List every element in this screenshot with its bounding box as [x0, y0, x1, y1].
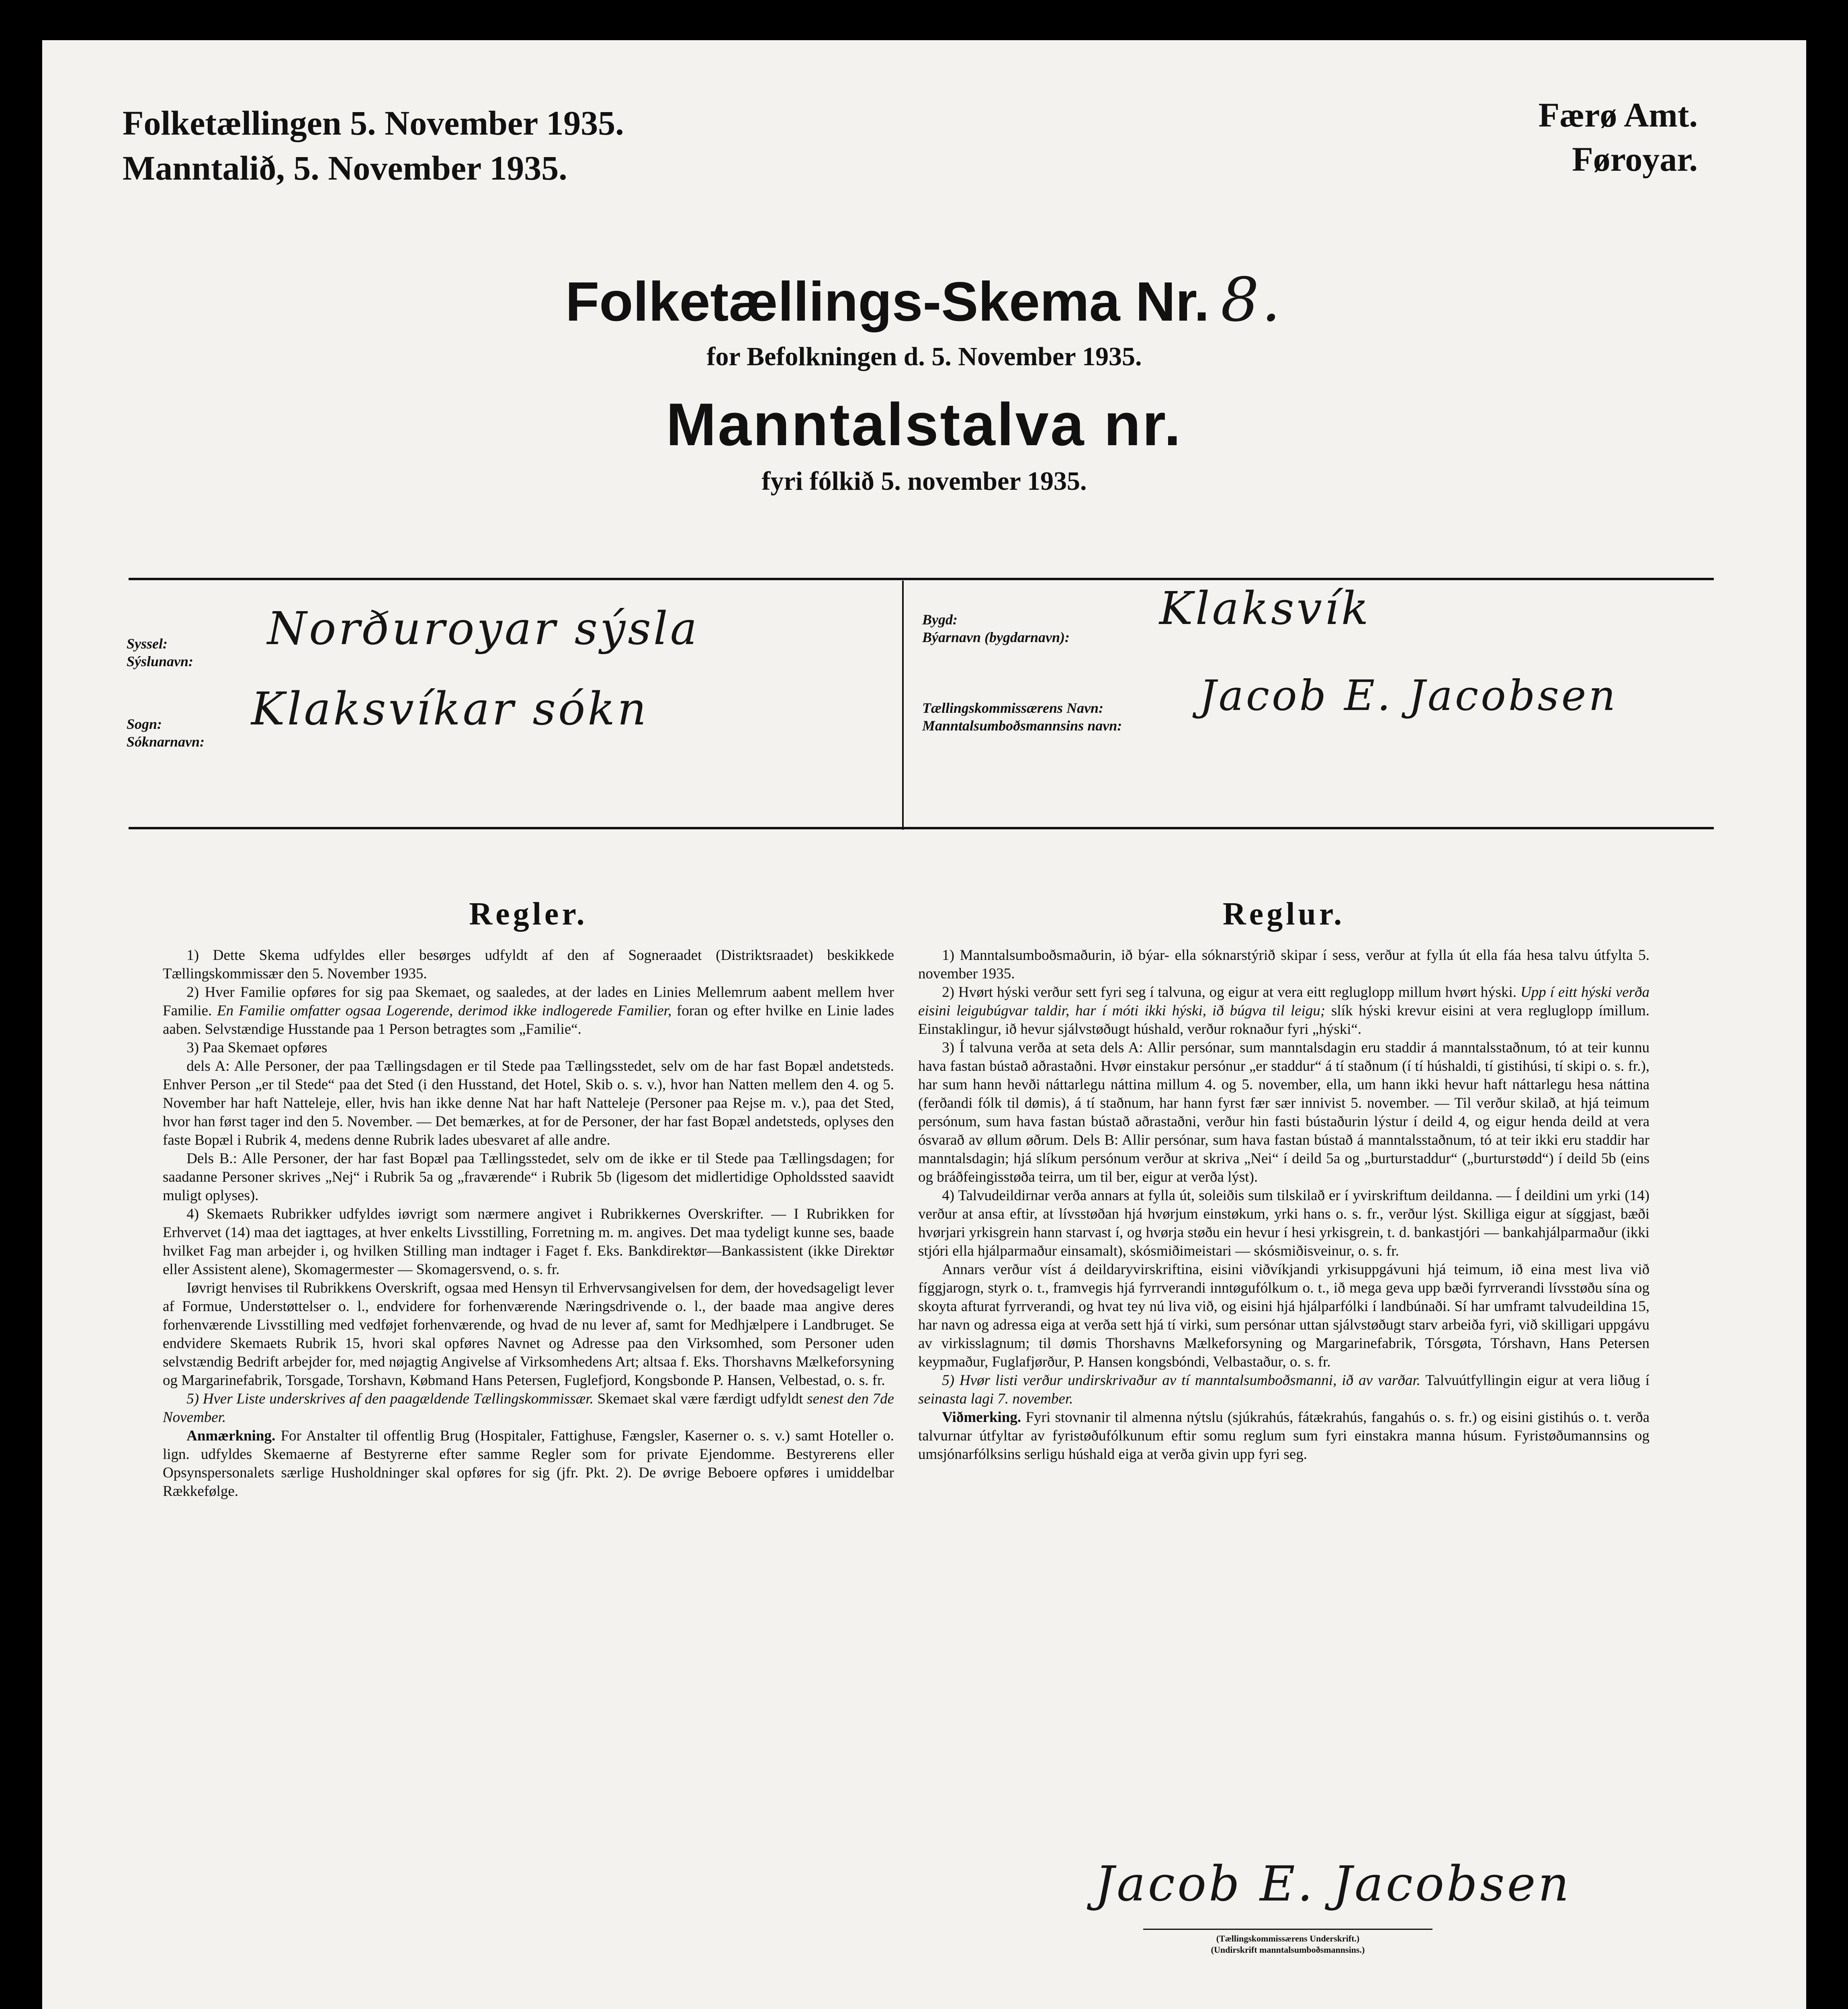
- rules-da-p5b: Skemaet skal være færdigt udfyldt: [597, 1391, 803, 1407]
- sogn-value: Klaksvíkar sókn: [251, 683, 649, 735]
- rules-da-note-text: For Anstalter til offentlig Brug (Hospitaler, Fattighuse, Fængsler, Kaserner o. s. v.) samt Hoteller o. lign. udfyldes Skemaerne af Bestyrerne efter samme Regler som for private Ejendomme. Bestyrerens eller Opsynspersonalets særlige Husholdninger skal opføres for sig (jfr. Pkt. 2). De øvrige Beboere opføres i umiddelbar Rækkefølge.: [163, 1428, 894, 1500]
- rules-fo-p2b: Upp í eitt hýski verða eisini leigubúgvar taldir, har í móti ikki hýski, ið búgva til leigu;: [918, 984, 1650, 1019]
- rules-da-p5: [163, 1390, 894, 1427]
- header-left-line1: Folketællingen 5. November 1935.: [123, 104, 624, 142]
- rules-da-p4b: Iøvrigt henvises til Rubrikkens Overskrift, ogsaa med Hensyn til Erhvervsangivelsen for dem, der hovedsageligt lever af Formue, Understøttelser o. l., endvidere for forhenværende Næringsdrivende o. l., der baade maa angive deres forhenværende Livsstilling med vedføjet forhenværende, og hvad de nu lever af, samt for Medhjælpere i Landbruget. Se endvidere Skemaets Rubrik 15, hvori skal opføres Navnet og Adresse paa den Virksomhed, som Personer uden selvstændig Bedrift arbejder for, med nøjagtig Angivelse af Virksomhedens Art; altsaa f. Eks. Thorshavns Mælkeforsyning og Margarinefabrik, Torsgade, Torshavn, Købmand Hans Petersen, Fuglefjord, Kongsbonde P. Hansen, Velbestad, o. s. fr.: [163, 1280, 894, 1389]
- form-subtitle: for Befolkningen d. 5. November 1935.: [706, 342, 1142, 371]
- kommissaer-label-fo: Manntalsumboðsmannsins navn:: [922, 718, 1122, 734]
- form-number-handwritten: 8.: [1220, 265, 1283, 335]
- rules-da-p3head: 3) Paa Skemaet opføres: [186, 1039, 327, 1056]
- header-right-line2: Føroyar.: [1572, 140, 1698, 178]
- rules-fo-note: [918, 1408, 1649, 1464]
- rules-fo-body: [918, 946, 1649, 1464]
- sogn-label-fo: Sóknarnavn:: [127, 734, 205, 750]
- form-title: [42, 265, 1806, 335]
- kommissaer-value: Jacob E. Jacobsen: [1199, 671, 1618, 720]
- divider-vertical: [902, 581, 904, 830]
- kommissaer-label: [922, 699, 1122, 734]
- rules-fo-note-text: Fyri stovnanir til almenna nýtslu (sjúkrahús, fátækrahús, fangahús o. s. fr.) og eisini gistihús o. t. verða talvurnar útfyltar av fyristøðufólkunum eftir somu reglum sum fyri einstakra manna húsum. Fyristøðumannsins og umsjónarfólksins serligu húshald eiga at verða givin upp fyri seg.: [918, 1409, 1650, 1463]
- rules-da-p5c: senest den 7de November.: [163, 1391, 894, 1426]
- sogn-label-da: Sogn:: [127, 716, 162, 732]
- rules-fo-p4a: 4) Talvudeildirnar verða annars at fylla út, soleiðis sum tilskilað er í yvirskriftum deildanna. — Í deildini um yrki (14) verður at ansa eftir, at lívsstøðan hjá hvørjum einstøkum, yrki hans o. s. fr., verður lýst. Skilliga eigur at síggjast, bæði hvørjari yrkisgrein hann starvast í, og hvørja støðu ein hevur í hesi yrkisgrein, t. d. bankastjóri — bankahjálparmaður (ikki stjóri ella hjálparmaður einsamalt), skósmiðimeistari — skósmiðisveinur, o. s. fr.: [918, 1187, 1649, 1259]
- syssel-label: [127, 635, 193, 670]
- syssel-label-fo: Sýslunavn:: [127, 653, 194, 669]
- rules-da-body: [163, 946, 894, 1501]
- divider-top: [129, 578, 1714, 580]
- rules-da-note: [163, 1427, 894, 1501]
- census-form-page: [42, 40, 1806, 2009]
- bygd-label-da: Bygd:: [922, 612, 958, 628]
- syssel-label-da: Syssel:: [127, 636, 168, 652]
- rules-fo-p3: 3) Í talvuna verða at seta dels A: Allir persónar, sum manntalsdagin eru staddir á manntalsstaðnum, tó at teir kunnu hava fastan bústað aðrastaðni. Hvør einstakur persónur „er staddur“ á tí staðnum (í tí húshaldi, tí gistihúsi, tí skipi o. s. fr.), har sum hann hevði náttarlegu náttina millum 4. og 5. november, ella, um hann ikki hevur haft náttarlegu hesa náttina (ferðandi fólk til dømis), á tí staðnum, har hann fyrst fær sær innivist 5. november. — Til verður skilað, at hjá teimum persónum, sum hava fastan bústað aðrastaðni, verður hin fasti bústaðurin lýstur í deild 4, og eigur henda deild at vera ósvarað av øllum øðrum. Dels B: Allir persónar, sum hava fastan bústað á manntalsstaðnum, tó at teir ikki eru staddir har manntalsdagin; hjá slíkum persónum verður at skriva „Nei“ í deild 5a og „burturstaddur“ („burturstødd“) í deild 5b (eins og bráðfeingisstøða teirra, um til ber, eigur at verða lýst).: [918, 1039, 1649, 1185]
- rules-da-p1: 1) Dette Skema udfyldes eller besørges udfyldt af den af Sogneraadet (Distriktsraadet) beskikkede Tællingskommissær den 5. November 1935.: [163, 947, 894, 982]
- rules-da-p5a: 5) Hver Liste underskrives af den paagældende Tællingskommissær.: [186, 1391, 593, 1407]
- rules-fo-p2: [918, 983, 1649, 1039]
- rules-fo-p5a: 5) Hvør listi verður undirskrivaður av tí manntalsumboðsmanni, ið av varðar.: [942, 1372, 1420, 1389]
- header-left-line2: Manntalið, 5. November 1935.: [123, 149, 567, 187]
- rules-da-p2c: foran og efter hvilke en Linie lades aaben. Selvstændige Husstande paa 1 Person betragtes som „Familie“.: [163, 1002, 894, 1037]
- form-title-text: Folketællings-Skema Nr.: [565, 271, 1209, 333]
- form-title-faroese: Manntalstalva nr.: [666, 391, 1183, 458]
- rules-da-p3b: Dels B.: Alle Personer, der har fast Bopæl paa Tællingsstedet, selv om de ikke er til Stede paa Tællingsdagen; for saadanne Personer skrives „Nej“ i Rubrik 5a og „fraværende“ i Rubrik 5b (ligesom det midlertidige Opholdssted saavidt muligt oplyses).: [163, 1150, 894, 1204]
- rules-da-title: Regler.: [469, 896, 588, 932]
- rules-da-p2: [163, 983, 894, 1039]
- rules-fo-p4b: Annars verður víst á deildaryvirskriftina, eisini viðvíkjandi yrkisuppgávuni hjá teimum, ið eina mest liva við fíggjarogn, styrk o. t., framvegis hjá fyrrverandi inntøgufólkum o. t., ið mega geva upp bæði fyrrverandi lívsstøðu sína og skoyta afturat fyrrverandi, og hvat tey nú liva við, og eisini hjá hjálparfólki í landbúnaði. Sí har umframt talvudeildina 15, har navn og adressa eiga at verða sett hjá tí virki, sum persónar uttan sjálvstøðugt starv arbeiða fyri, við skilligari uppgávu av virkisslagnum; til dømis Thorshavns Mælkeforsyning og Margarinefabrik, Tórsgøta, Tórshavn, Hans Petersen keypmaður, Fuglafjørður, P. Hansen kongsbóndi, Velbastaður, o. s. fr.: [918, 1261, 1649, 1370]
- rules-da-p4a: 4) Skemaets Rubrikker udfyldes iøvrigt som nærmere angivet i Rubrikkernes Overskrifter. — I Rubrikken for Erhvervet (14) maa det iagttages, at hver enkelts Livsstilling, Forretning m. m. angives. Det maa tydeligt kunne ses, baade hvilket Fag man arbejder i, og hvilken Stilling man indtager i Faget f. Eks. Bankdirektør—Bankassistent (ikke Direktør eller Assistent alene), Skomagermester — Skomagersvend, o. s. fr.: [163, 1206, 894, 1278]
- form-subtitle-faroese: fyri fólkið 5. november 1935.: [761, 466, 1087, 496]
- signature-caption-fo: (Undirskrift manntalsumboðsmannsins.): [1211, 1945, 1365, 1955]
- kommissaer-label-da: Tællingskommissærens Navn:: [922, 700, 1104, 716]
- sogn-label: [127, 715, 205, 751]
- rules-fo-title: Reglur.: [1222, 896, 1345, 932]
- rules-fo-p2a: 2) Hvørt hýski verður sett fyri seg í talvuna, og eigur at vera eitt regluglopp millum hvørt hýski.: [942, 984, 1517, 1000]
- rules-da-p3a: dels A: Alle Personer, der paa Tællingsdagen er til Stede paa Tællingsstedet, selv om de har fast Bopæl andetsteds. Enhver Person „er til Stede“ paa det Sted (i den Husstand, det Hotel, Skib o. s. v.), hvor han Natten mellem den 4. og 5. November har haft Natteleje, eller, hvis han ikke denne Nat har haft Natteleje (Personer paa Rejse m. v.), paa det Sted, hvor han først tager ind den 5. November. — Det bemærkes, at for de Personer, der har fast Bopæl andetsteds, oplyses den faste Bopæl i Rubrik 4, medens denne Rubrik lades ubesvaret af alle andre.: [163, 1058, 894, 1148]
- signature-caption-da: (Tællingskommissærens Underskrift.): [1216, 1933, 1360, 1944]
- signature-handwritten: Jacob E. Jacobsen: [1095, 1856, 1572, 1912]
- rules-fo-note-label: Viðmerking.: [942, 1409, 1021, 1426]
- signature-line: [1143, 1929, 1433, 1930]
- rules-da-note-label: Anmærkning.: [186, 1428, 276, 1444]
- rules-fo-p5b: Talvuútfyllingin eigur at vera liðug í: [1425, 1372, 1649, 1389]
- rules-fo-p5c: seinasta lagi 7. november.: [918, 1391, 1073, 1407]
- header-right-line1: Færø Amt.: [1538, 96, 1698, 134]
- syssel-value: Norðuroyar sýsla: [267, 603, 700, 655]
- divider-bottom: [129, 827, 1714, 829]
- rules-fo-p1: 1) Manntalsumboðsmaðurin, ið býar- ella sóknarstýrið skipar í sess, verður at fylla út ella fáa hesa talvu útfylta 5. november 1935.: [918, 947, 1649, 982]
- bygd-value: Klaksvík: [1159, 583, 1371, 635]
- bygd-label-fo: Býarnavn (bygdarnavn):: [922, 629, 1070, 645]
- rules-da-p2a: 2) Hver Familie opføres for sig paa Skemaet, og saaledes, at der lades en Linies Mellemrum aabent mellem hver Familie.: [163, 984, 894, 1019]
- rules-fo-p5: [918, 1371, 1649, 1408]
- rules-fo-p2c: slík hýski krevur eisini at vera regluglopp ímillum. Einstaklingur, ið hevur sjálvstøðugt húshald, verður roknaður fyri „hýski“.: [918, 1002, 1649, 1037]
- rules-da-p2b: En Familie omfatter ogsaa Logerende, derimod ikke indlogerede Familier,: [217, 1002, 672, 1019]
- bygd-label: [922, 611, 1070, 646]
